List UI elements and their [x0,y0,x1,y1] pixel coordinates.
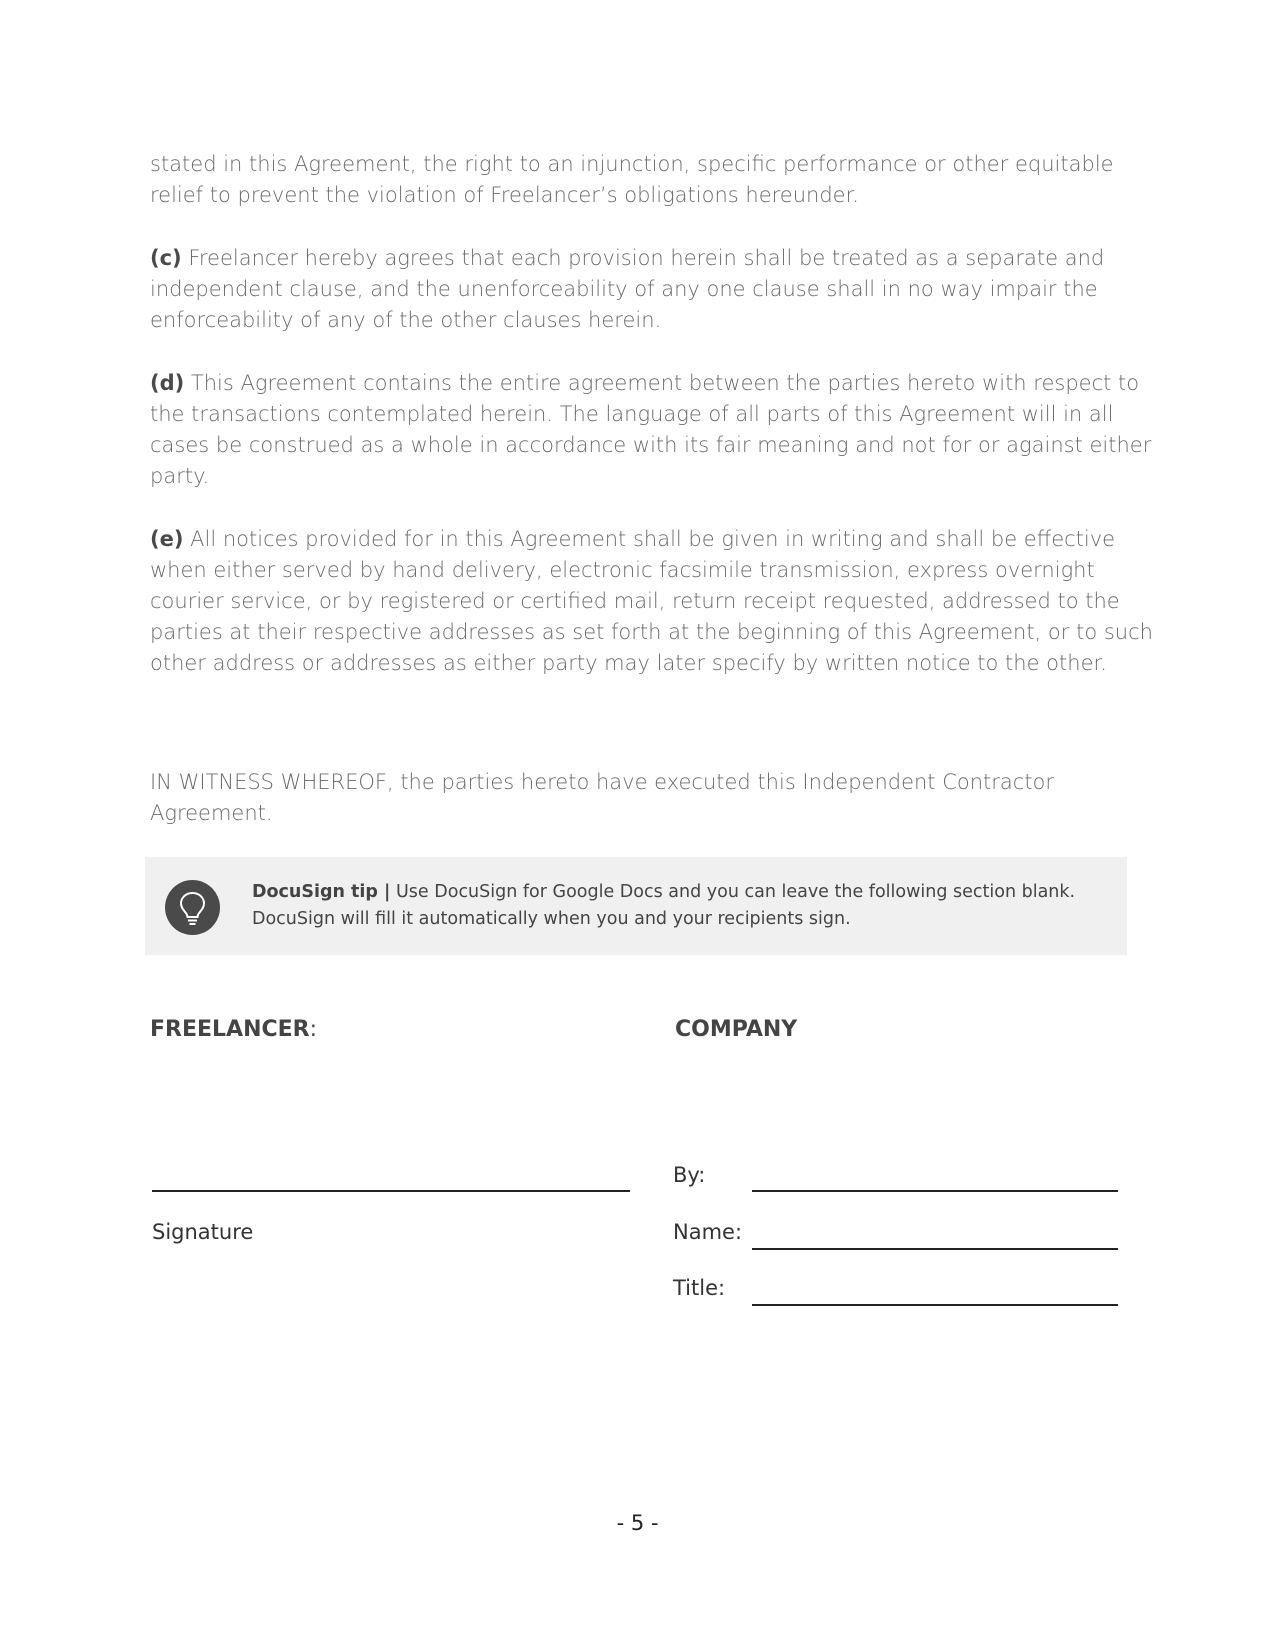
paragraph-b-continuation [150,149,1170,211]
paragraph-text: This Agreement contains the entire agreement between the parties hereto with respect to the transactions contemplated herein. The language of all parts of this Agreement will in all cases be construed as a whole in accordance with its fair meaning and not for or against either party. [150,371,1152,488]
lightbulb-icon [165,880,220,935]
paragraph-text: Freelancer hereby agrees that each provision herein shall be treated as a separate and independent clause, and the unenforceability of any one clause shall in no way impair the enforceability of any of the other clauses herein. [150,246,1105,332]
page-number: - 5 - [616,1511,659,1535]
by-label: By: [673,1163,706,1187]
title-label: Title: [673,1276,726,1300]
paragraph-text: IN WITNESS WHEREOF, the parties hereto have executed this Independent Contractor Agreement. [150,770,1055,825]
signature-label: Signature [152,1220,254,1244]
witness-paragraph [150,767,1170,829]
title-line[interactable] [752,1304,1118,1306]
docusign-tip-box [145,857,1127,955]
freelancer-signature-line[interactable] [152,1190,630,1192]
clause-marker: (e) [150,527,184,551]
company-heading: COMPANY [675,1017,798,1042]
name-line[interactable] [752,1248,1118,1250]
tip-body: Use DocuSign for Google Docs and you can leave the following section blank. DocuSign will fill it automatically when you and your recipients sign. [252,882,1076,929]
tip-label: DocuSign tip | [252,882,391,902]
paragraph-e [150,524,1170,679]
clause-marker: (d) [150,371,185,395]
name-label: Name: [673,1220,743,1244]
by-signature-line[interactable] [752,1190,1118,1192]
tip-text [252,879,1092,933]
paragraph-d [150,368,1170,492]
paragraph-c [150,243,1170,336]
paragraph-text: All notices provided for in this Agreement shall be given in writing and shall be effective when either served by hand delivery, electronic facsimile transmission, express overnight courier service, or by registered or certified mail, return receipt requested, addressed to the parties at their respective addresses as set forth at the beginning of this Agreement, or to such other address or addresses as either party may later specify by written notice to the other. [150,527,1153,675]
freelancer-heading: FREELANCER: [150,1017,318,1042]
clause-marker: (c) [150,246,182,270]
paragraph-text: stated in this Agreement, the right to an injunction, specific performance or other equitable relief to prevent the violation of Freelancer’s obligations hereunder. [150,152,1114,207]
